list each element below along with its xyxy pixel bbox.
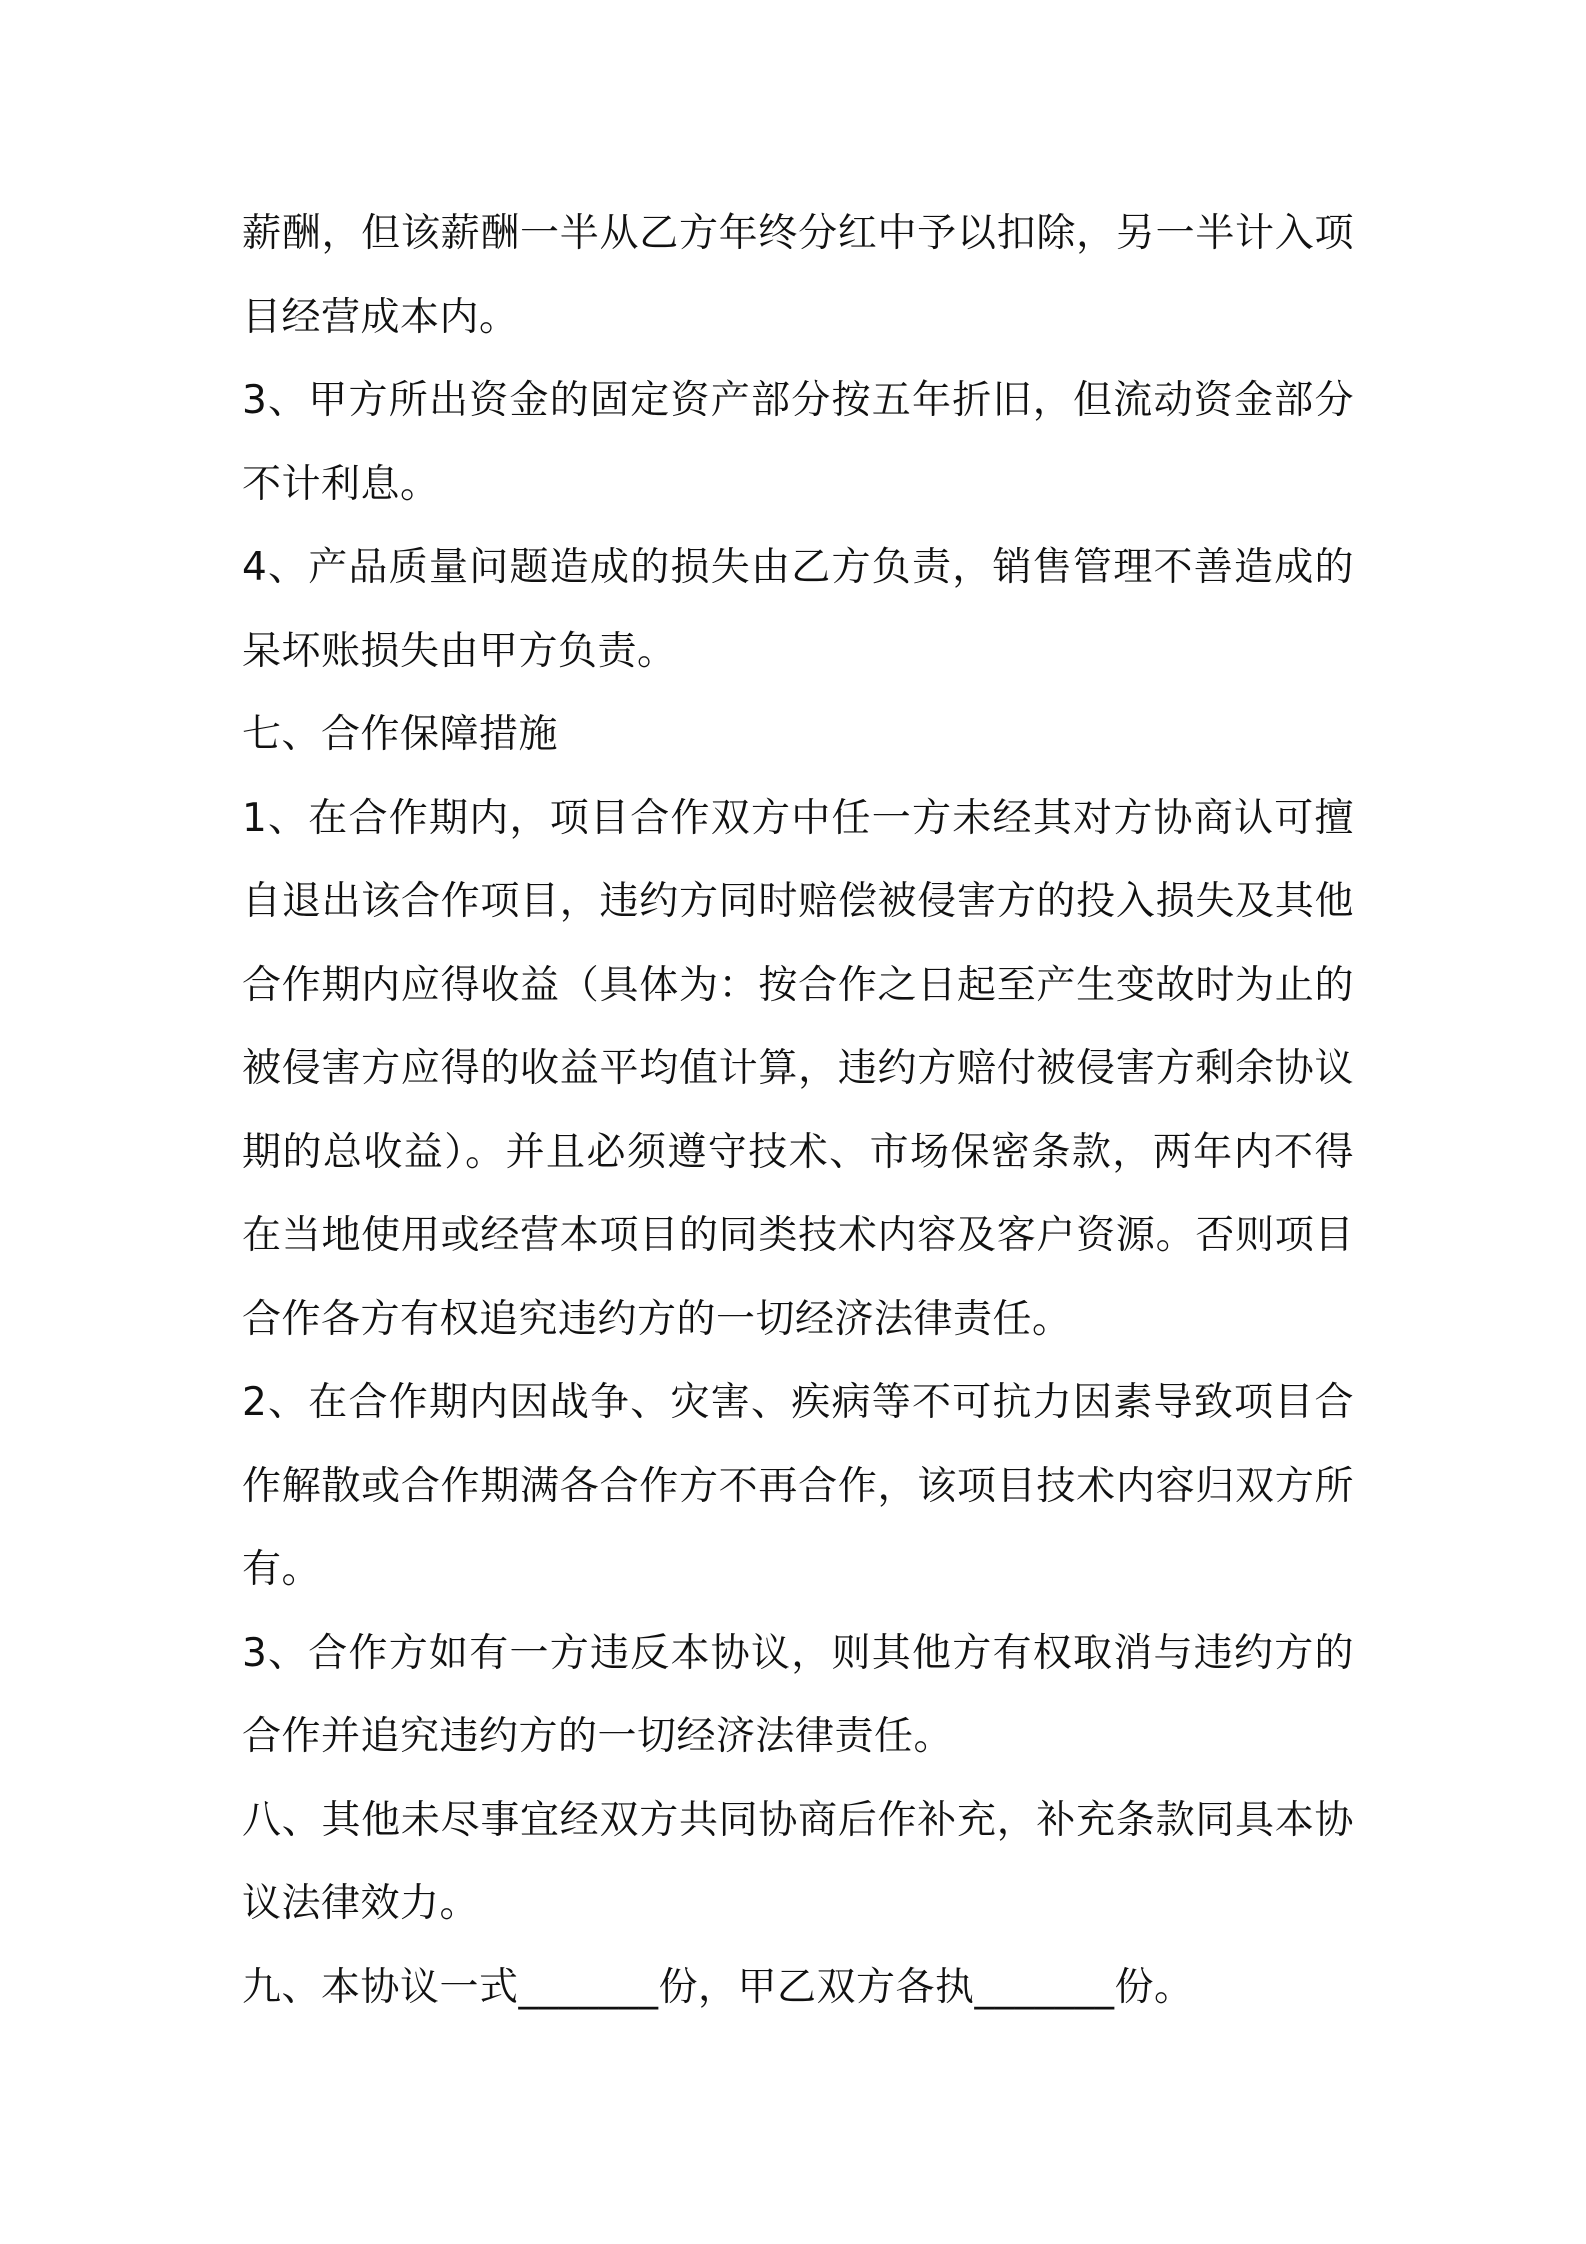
text-line: 2、在合作期内因战争、灾害、疾病等不可抗力因素导致项目合 <box>242 1380 1354 1425</box>
text-line: 作解散或合作期满各合作方不再合作，该项目技术内容归双方所 <box>242 1463 1354 1509</box>
text-line: 期的总收益）。并且必须遵守技术、市场保密条款，两年内不得 <box>242 1129 1354 1175</box>
text-line: 不计利息。 <box>242 461 440 507</box>
text-line: 有。 <box>242 1547 322 1592</box>
text-line: 合作各方有权追究违约方的一切经济法律责任。 <box>242 1296 1072 1342</box>
section-heading: 七、合作保障措施 <box>242 712 559 757</box>
text-line: 议法律效力。 <box>242 1881 480 1926</box>
text-line: 被侵害方应得的收益平均值计算，违约方赔付被侵害方剩余协议 <box>242 1046 1354 1091</box>
text-line: 九、本协议一式_______份，甲乙双方各执_______份。 <box>242 1964 1194 2010</box>
text-line: 目经营成本内。 <box>242 294 519 340</box>
text-line: 1、在合作期内，项目合作双方中任一方未经其对方协商认可擅 <box>242 795 1354 841</box>
text-line: 呆坏账损失由甲方负责。 <box>242 628 677 674</box>
text-line: 合作期内应得收益（具体为：按合作之日起至产生变故时为止的 <box>242 962 1354 1008</box>
text-line: 薪酬，但该薪酬一半从乙方年终分红中予以扣除，另一半计入项 <box>242 211 1354 256</box>
text-line: 4、产品质量问题造成的损失由乙方负责，销售管理不善造成的 <box>242 545 1354 590</box>
text-line: 3、合作方如有一方违反本协议，则其他方有权取消与违约方的 <box>242 1630 1354 1676</box>
text-line: 在当地使用或经营本项目的同类技术内容及客户资源。否则项目 <box>242 1213 1354 1258</box>
text-line: 八、其他未尽事宜经双方共同协商后作补充，补充条款同具本协 <box>242 1797 1354 1843</box>
document-body <box>242 192 1354 2029</box>
text-line: 合作并追究违约方的一切经济法律责任。 <box>242 1714 954 1759</box>
text-line: 3、甲方所出资金的固定资产部分按五年折旧，但流动资金部分 <box>242 378 1354 423</box>
text-line: 自退出该合作项目，违约方同时赔偿被侵害方的投入损失及其他 <box>242 879 1354 924</box>
